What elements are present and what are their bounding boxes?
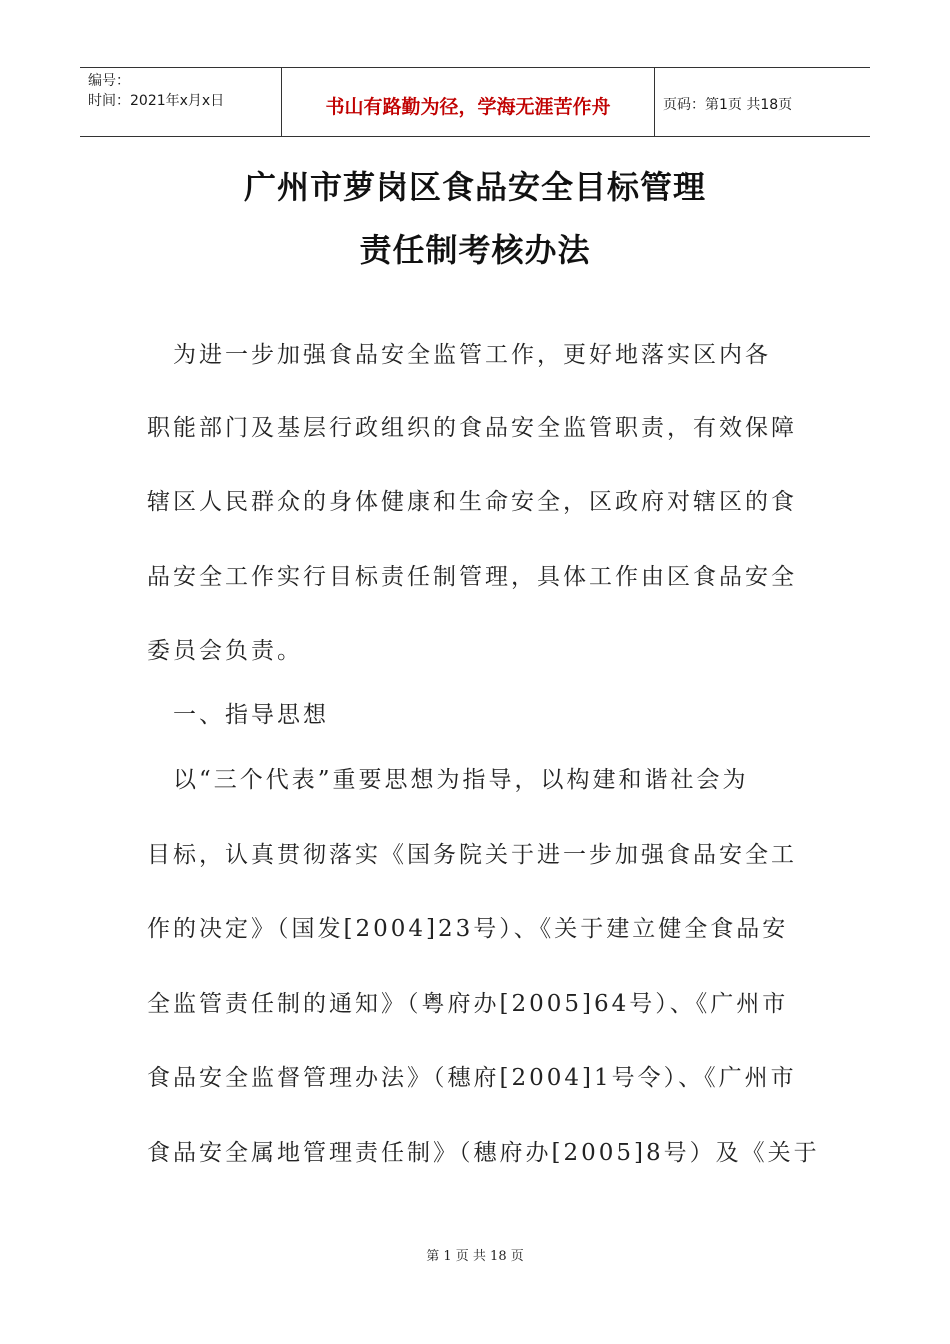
body-line-2: 职能部门及基层行政组织的食品安全监管职责，有效保障 <box>147 415 797 441</box>
body-line-7: 以“三个代表”重要思想为指导，以构建和谐社会为 <box>147 767 749 793</box>
date-label: 时间：2021年x月x日 <box>88 93 225 109</box>
section-heading: 一、指导思想 <box>147 702 329 728</box>
header-table <box>80 67 870 137</box>
body-line-12: 食品安全属地管理责任制》（穗府办[2005]8号）及《关于 <box>147 1140 820 1166</box>
document-title-line-1: 广州市萝岗区食品安全目标管理 <box>243 168 706 206</box>
document-title-line-2: 责任制考核办法 <box>359 231 591 269</box>
body-line-11: 食品安全监督管理办法》（穗府[2004]1号令）、《广州市 <box>147 1065 797 1091</box>
body-line-9: 作的决定》（国发[2004]23号）、《关于建立健全食品安 <box>147 916 789 942</box>
body-line-1: 为进一步加强食品安全监管工作，更好地落实区内各 <box>147 342 771 368</box>
body-line-5: 委员会负责。 <box>147 638 303 664</box>
page-footer: 第 1 页 共 18 页 <box>426 1249 524 1264</box>
page-info: 页码：第1页 共18页 <box>663 97 793 113</box>
motto: 书山有路勤为径，学海无涯苦作舟 <box>282 68 655 136</box>
number-label: 编号： <box>88 73 130 89</box>
body-line-4: 品安全工作实行目标责任制管理，具体工作由区食品安全 <box>147 564 797 590</box>
body-line-10: 全监管责任制的通知》（粤府办[2005]64号）、《广州市 <box>147 991 789 1017</box>
body-line-3: 辖区人民群众的身体健康和生命安全，区政府对辖区的食 <box>147 489 797 515</box>
header-meta-cell <box>80 68 282 136</box>
body-line-8: 目标，认真贯彻落实《国务院关于进一步加强食品安全工 <box>147 842 797 868</box>
